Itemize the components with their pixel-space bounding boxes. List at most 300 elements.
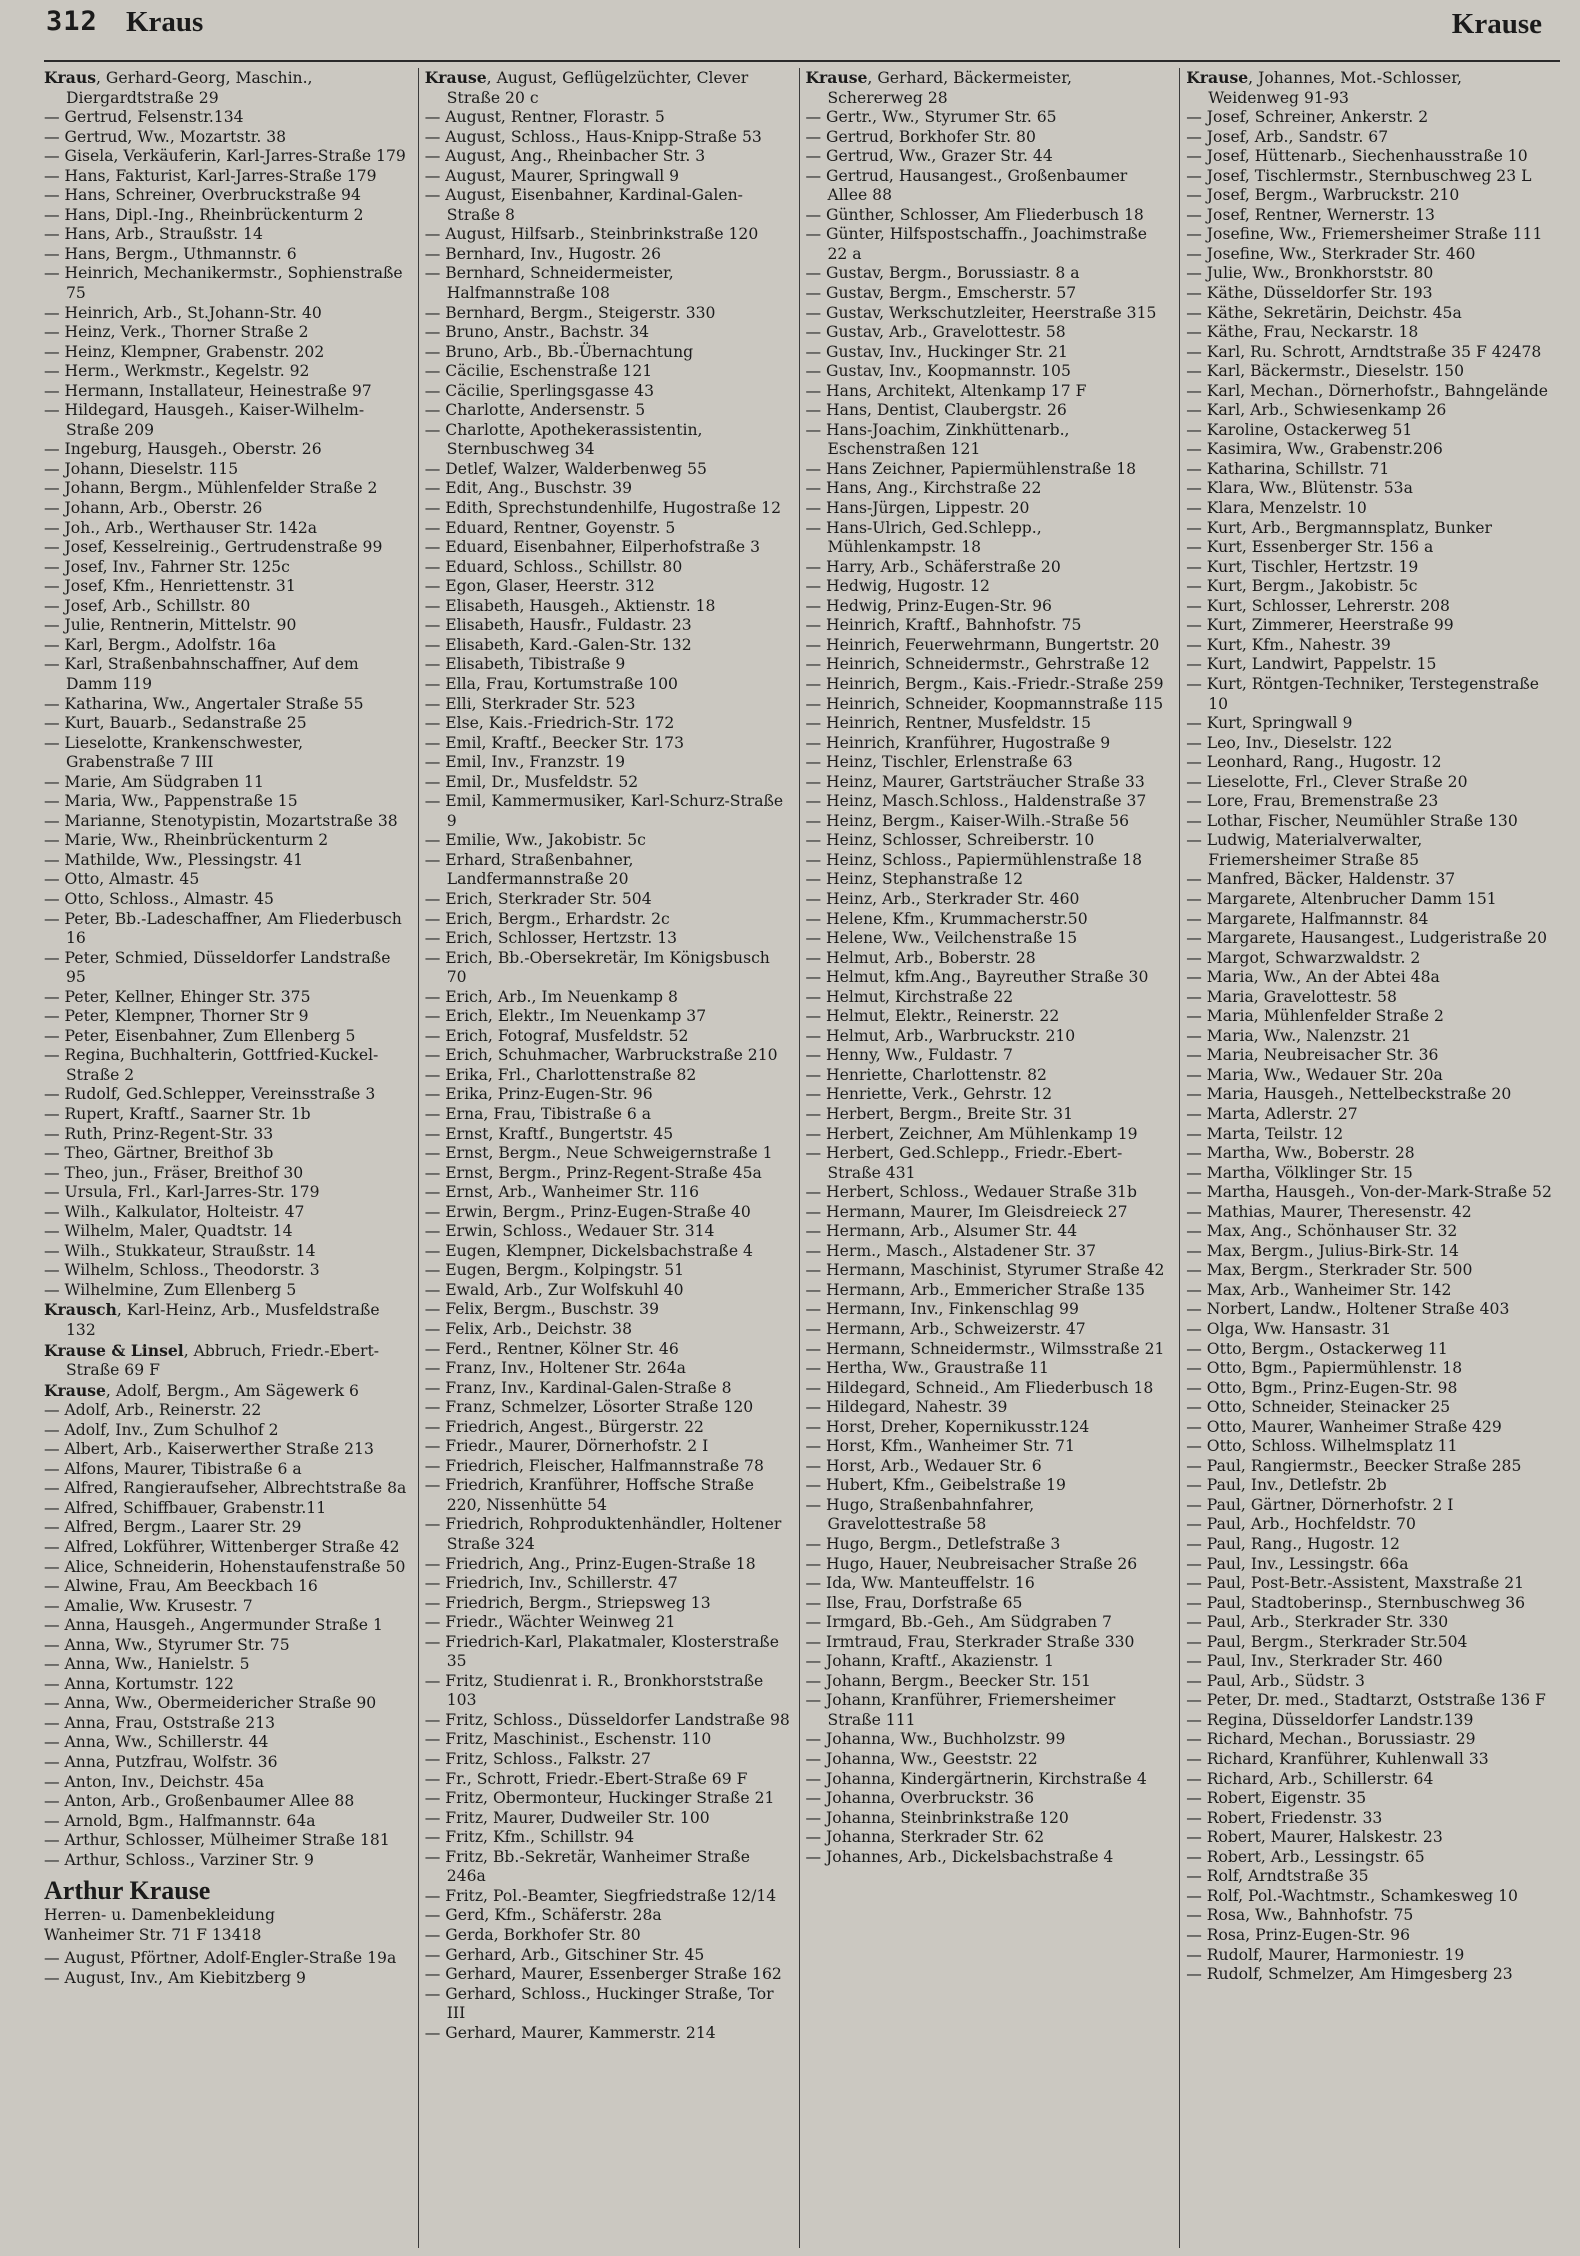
directory-entry: — Hugo, Straßenbahnfahrer, Gravelottestraße 58 [805,1495,1035,1534]
directory-entry: — Fritz, Kfm., Schillstr. 94 [424,1828,635,1847]
directory-entry: — Erich, Arb., Im Neuenkamp 8 [424,987,678,1006]
directory-entry: — Eduard, Rentner, Goyenstr. 5 [424,518,676,537]
directory-entry: — Fritz, Schloss., Düsseldorfer Landstraße 98 [424,1710,790,1729]
directory-entry: — Hans, Dipl.-Ing., Rheinbrückenturm 2 [44,205,364,224]
directory-entry: — Fritz, Maurer, Dudweiler Str. 100 [424,1808,710,1827]
directory-entry: — Johann, Dieselstr. 115 [44,459,239,478]
directory-entry: — Marta, Teilstr. 12 [1186,1124,1344,1143]
directory-entry: — Paul, Gärtner, Dörnerhofstr. 2 I [1186,1495,1454,1514]
directory-entry: — Hermann, Arb., Emmericher Straße 135 [805,1280,1146,1299]
directory-entry: — Paul, Inv., Detlefstr. 2b [1186,1476,1387,1495]
directory-entry: — Rudolf, Ged.Schlepper, Vereinsstraße 3 [44,1085,376,1104]
surname-heading: Krause [44,1380,106,1400]
directory-entry: — Kurt, Kfm., Nahestr. 39 [1186,635,1391,654]
directory-entry: — Herbert, Ged.Schlepp., Friedr.-Ebert-Straße 431 [805,1144,1123,1182]
directory-entry: — Kurt, Bergm., Jakobistr. 5c [1186,577,1418,596]
directory-entry: — Horst, Arb., Wedauer Str. 6 [805,1456,1042,1475]
directory-entry: — Regina, Buchhalterin, Gottfried-Kuckel-Straße 2 [44,1046,379,1084]
directory-entry: — Robert, Maurer, Halskestr. 23 [1186,1828,1443,1847]
directory-entry: — Maria, Ww., Wedauer Str. 20a [1186,1065,1443,1084]
directory-entry: — Franz, Inv., Holtener Str. 264a [424,1359,686,1378]
directory-entry: — Lothar, Fischer, Neumühler Straße 130 [1186,811,1518,830]
directory-entry: — Kurt, Springwall 9 [1186,714,1353,733]
surname-heading: Krause [805,68,868,87]
directory-entry: — Maria, Ww., Nalenzstr. 21 [1186,1026,1412,1045]
directory-entry: — Karl, Bergm., Adolfstr. 16a [44,635,277,654]
directory-entry: — Gustav, Inv., Huckinger Str. 21 [805,342,1068,361]
directory-entry: — Rosa, Ww., Bahnhofstr. 75 [1186,1906,1414,1925]
directory-entry: — Anna, Frau, Oststraße 213 [44,1713,276,1732]
directory-entry: — Kurt, Zimmerer, Heerstraße 99 [1186,616,1454,635]
directory-entry: — Anna, Hausgeh., Angermunder Straße 1 [44,1616,383,1635]
directory-entry: — Erika, Frl., Charlottenstraße 82 [424,1065,697,1084]
directory-entry: — Lieselotte, Frl., Clever Straße 20 [1186,772,1468,791]
directory-entry: — Ernst, Bergm., Neue Schweigernstraße 1 [424,1144,773,1163]
directory-entry: — Horst, Dreher, Kopernikusstr.124 [805,1417,1090,1436]
directory-entry: — Cäcilie, Eschenstraße 121 [424,362,653,381]
directory-entry: — Emil, Kraftf., Beecker Str. 173 [424,733,684,752]
directory-entry: — Friedr., Maurer, Dörnerhofstr. 2 I [424,1437,709,1456]
directory-entry: — Martha, Völklinger Str. 15 [1186,1163,1413,1182]
directory-entry: — Maria, Gravelottestr. 58 [1186,987,1397,1006]
directory-entry: — Friedrich, Fleischer, Halfmannstraße 78 [424,1456,764,1475]
directory-entry: — Otto, Maurer, Wanheimer Straße 429 [1186,1417,1502,1436]
directory-entry: — Hermann, Arb., Alsumer Str. 44 [805,1222,1078,1241]
directory-entry: — Felix, Arb., Deichstr. 38 [424,1320,633,1338]
directory-entry: — Richard, Kranführer, Kuhlenwall 33 [1186,1750,1489,1769]
directory-entry: — Hans, Schreiner, Overbruckstraße 94 [44,186,361,205]
directory-entry: — Arnold, Bgm., Halfmannstr. 64a [44,1811,316,1830]
page-number: 312 [46,6,98,37]
directory-entry: — Günter, Hilfspostschaffn., Joachimstraße 22 a [805,225,1147,263]
directory-entry: — Josef, Schreiner, Ankerstr. 2 [1186,108,1429,127]
directory-entry: — Hermann, Maschinist, Styrumer Straße 42 [805,1261,1165,1280]
directory-entry: — Herbert, Bergm., Breite Str. 31 [805,1104,1073,1123]
directory-entry: — Ruth, Prinz-Regent-Str. 33 [44,1124,274,1143]
surname-heading: Krausch [44,1300,117,1320]
directory-entry: — Johannes, Arb., Dickelsbachstraße 4 [805,1847,1114,1866]
directory-entry: — Bernhard, Bergm., Steigerstr. 330 [424,303,716,322]
directory-entry: — Henny, Ww., Fuldastr. 7 [805,1046,1013,1065]
directory-entry: — Heinz, Verk., Thorner Straße 2 [44,323,309,342]
directory-entry: — Elisabeth, Hausfr., Fuldastr. 23 [424,616,692,635]
directory-entry: — Marta, Adlerstr. 27 [1186,1104,1358,1123]
directory-entry: — Alice, Schneiderin, Hohenstaufenstraße 50 [44,1557,406,1576]
directory-entry: — Paul, Stadtoberinsp., Sternbuschweg 36 [1186,1593,1526,1612]
directory-entry: — Ursula, Frl., Karl-Jarres-Str. 179 [44,1183,320,1202]
directory-entry: — Alfred, Lokführer, Wittenberger Straße 42 [44,1538,400,1557]
directory-entry: — Horst, Kfm., Wanheimer Str. 71 [805,1437,1075,1456]
directory-entry: — Karl, Ru. Schrott, Arndtstraße 35 F 42478 [1186,342,1542,361]
directory-entry: — Hildegard, Schneid., Am Fliederbusch 18 [805,1378,1154,1397]
directory-entry: — Friedrich, Kranführer, Hoffsche Straße 220, Nissenhütte 54 [424,1476,754,1514]
directory-entry: — Gerd, Kfm., Schäferstr. 28a [424,1906,662,1925]
directory-entry: — Anna, Ww., Schillerstr. 44 [44,1733,269,1752]
directory-entry: — Anna, Ww., Styrumer Str. 75 [44,1635,290,1654]
directory-entry: — Helmut, Elektr., Reinerstr. 22 [805,1007,1060,1026]
directory-entry: — Rolf, Arndtstraße 35 [1186,1867,1369,1886]
directory-entry: — Richard, Mechan., Borussiastr. 29 [1186,1730,1476,1749]
directory-entry: — Anna, Ww., Hanielstr. 5 [44,1655,250,1674]
directory-entry: — Otto, Bergm., Ostackerweg 11 [1186,1339,1448,1358]
directory-entry: — Hans, Dentist, Claubergstr. 26 [805,401,1067,420]
directory-entry: — Otto, Bgm., Prinz-Eugen-Str. 98 [1186,1378,1458,1397]
directory-entry: — Erich, Schuhmacher, Warbruckstraße 210 [424,1046,778,1065]
directory-entry: — Max, Arb., Wanheimer Str. 142 [1186,1280,1452,1299]
directory-entry: — Anna, Kortumstr. 122 [44,1674,234,1693]
directory-entry: — Fritz, Schloss., Falkstr. 27 [424,1750,651,1769]
directory-entry: — Peter, Schmied, Düsseldorfer Landstraße 95 [44,948,391,987]
directory-entry: Kraus, Gerhard-Georg, Maschin., Diergardtstraße 29 [44,68,313,107]
directory-entry: — Lore, Frau, Bremenstraße 23 [1186,792,1439,811]
directory-entry: — Gerhard, Arb., Gitschiner Str. 45 [424,1945,705,1964]
directory-entry: — Alwine, Frau, Am Beeckbach 16 [44,1577,318,1596]
directory-entry: — Anton, Inv., Deichstr. 45a [44,1772,265,1791]
directory-columns [44,68,1560,2248]
directory-entry: — Friedr., Wächter Weinweg 21 [424,1613,676,1632]
directory-entry: — Herm., Masch., Alstadener Str. 37 [805,1241,1097,1260]
directory-entry: — Wilhelm, Maler, Quadtstr. 14 [44,1222,293,1241]
directory-entry: — Peter, Dr. med., Stadtarzt, Oststraße 136 F [1186,1691,1546,1710]
directory-entry: — Fritz, Obermonteur, Huckinger Straße 21 [424,1789,775,1808]
directory-entry: — Karoline, Ostackerweg 51 [1186,420,1413,439]
directory-entry: — Hermann, Inv., Finkenschlag 99 [805,1300,1079,1319]
directory-entry: — Martha, Hausgeh., Von-der-Mark-Straße 52 [1186,1183,1552,1202]
directory-entry: — Hildegard, Hausgeh., Kaiser-Wilhelm-Straße 209 [44,401,365,439]
directory-entry: — Bernhard, Schneidermeister, Halfmannstraße 108 [424,264,674,303]
directory-entry: — Ella, Frau, Kortumstraße 100 [424,674,678,693]
directory-entry: — Felix, Bergm., Buschstr. 39 [424,1300,660,1319]
directory-entry: — Kurt, Landwirt, Pappelstr. 15 [1186,655,1437,674]
directory-entry: — Gustav, Werkschutzleiter, Heerstraße 315 [805,303,1157,322]
directory-entry: Krausch, Karl-Heinz, Arb., Musfeldstraße 132 [44,1300,380,1339]
directory-entry: — Josef, Inv., Fahrner Str. 125c [44,557,290,576]
directory-entry: — Elli, Sterkrader Str. 523 [424,694,636,713]
directory-entry: — Irmgard, Bb.-Geh., Am Südgraben 7 [805,1613,1112,1632]
directory-entry: — August, Hilfsarb., Steinbrinkstraße 120 [424,225,759,244]
directory-entry: — Maria, Neubreisacher Str. 36 [1186,1046,1439,1065]
directory-entry: — Elisabeth, Hausgeh., Aktienstr. 18 [424,596,716,615]
directory-entry: — Heinz, Schloss., Papiermühlenstraße 18 [805,850,1143,869]
directory-entry: — Mathilde, Ww., Plessingstr. 41 [44,850,304,869]
directory-entry: — Johanna, Overbruckstr. 36 [805,1789,1035,1808]
directory-entry: — Hertha, Ww., Graustraße 11 [805,1359,1049,1378]
directory-entry: — Hugo, Hauer, Neubreisacher Straße 26 [805,1554,1138,1573]
directory-entry: — Rosa, Prinz-Eugen-Str. 96 [1186,1925,1410,1944]
directory-entry: — Theo, Gärtner, Breithof 3b [44,1144,274,1163]
directory-entry: — Rudolf, Maurer, Harmoniestr. 19 [1186,1945,1465,1964]
directory-entry: — Edith, Sprechstundenhilfe, Hugostraße 12 [424,499,782,518]
directory-entry: — Adolf, Inv., Zum Schulhof 2 [44,1420,279,1439]
directory-entry: — Charlotte, Andersenstr. 5 [424,401,646,420]
directory-entry: — Hans, Fakturist, Karl-Jarres-Straße 179 [44,166,377,185]
directory-entry: — Bernhard, Inv., Hugostr. 26 [424,244,661,263]
directory-entry: — Heinz, Bergm., Kaiser-Wilh.-Straße 56 [805,811,1129,830]
directory-entry: — Kurt, Schlosser, Lehrerstr. 208 [1186,596,1450,615]
directory-entry: — Mathias, Maurer, Theresenstr. 42 [1186,1202,1472,1221]
directory-entry: — Heinz, Klempner, Grabenstr. 202 [44,342,325,361]
directory-entry: — Heinrich, Schneidermstr., Gehrstraße 12 [805,655,1150,674]
directory-entry: — August, Rentner, Florastr. 5 [424,108,665,127]
directory-entry: — August, Ang., Rheinbacher Str. 3 [424,147,706,166]
directory-entry: — Herbert, Zeichner, Am Mühlenkamp 19 [805,1124,1138,1143]
directory-entry: — Heinrich, Arb., St.Johann-Str. 40 [44,303,322,322]
directory-entry: — Emilie, Ww., Jakobistr. 5c [424,831,646,850]
directory-entry: — Karl, Arb., Schwiesenkamp 26 [1186,401,1447,420]
directory-entry: — Heinz, Stephanstraße 12 [805,870,1024,889]
directory-entry: — Peter, Bb.-Ladeschaffner, Am Fliederbusch 16 [44,909,402,948]
directory-entry: — Ingeburg, Hausgeh., Oberstr. 26 [44,440,322,459]
directory-entry: — Theo, jun., Fräser, Breithof 30 [44,1163,304,1182]
directory-entry: — Katharina, Ww., Angertaler Straße 55 [44,694,364,713]
directory-entry: — Heinz, Arb., Sterkrader Str. 460 [805,889,1080,908]
directory-entry: — Josefine, Ww., Friemersheimer Straße 111 [1186,225,1543,244]
directory-entry: — Gerhard, Maurer, Kammerstr. 214 [424,2023,716,2042]
directory-entry: Krause, Adolf, Bergm., Am Sägewerk 6 [44,1380,359,1400]
directory-entry: — August, Maurer, Springwall 9 [424,166,680,185]
directory-entry: — Erich, Bb.-Obersekretär, Im Königsbusch 70 [424,948,770,987]
directory-entry: — Rupert, Kraftf., Saarner Str. 1b [44,1104,311,1123]
directory-entry: — Heinrich, Feuerwehrmann, Bungertstr. 20 [805,635,1160,654]
directory-entry: — Heinz, Tischler, Erlenstraße 63 [805,753,1073,772]
directory-entry: — Paul, Arb., Südstr. 3 [1186,1671,1365,1690]
directory-entry: — Gustav, Bergm., Borussiastr. 8 a [805,264,1080,283]
directory-entry: — Fritz, Maschinist., Eschenstr. 110 [424,1730,712,1749]
directory-entry: — Marie, Am Südgraben 11 [44,772,264,791]
directory-entry: — Heinrich, Schneider, Koopmannstraße 115 [805,694,1164,713]
directory-entry: — Johanna, Steinbrinkstraße 120 [805,1808,1069,1827]
directory-entry: — Erwin, Schloss., Wedauer Str. 314 [424,1222,715,1241]
directory-entry: — Josef, Arb., Schillstr. 80 [44,596,251,615]
directory-entry: — Paul, Arb., Hochfeldstr. 70 [1186,1515,1416,1534]
directory-entry: — Kurt, Essenberger Str. 156 a [1186,538,1434,557]
directory-entry: — Hans Zeichner, Papiermühlenstraße 18 [805,459,1137,478]
directory-entry: — Rolf, Pol.-Wachtmstr., Schamkesweg 10 [1186,1886,1518,1905]
directory-entry: — Johann, Bergm., Mühlenfelder Straße 2 [44,479,378,498]
directory-entry: — Karl, Mechan., Dörnerhofstr., Bahngelände [1186,381,1549,400]
directory-entry: — Max, Bergm., Sterkrader Str. 500 [1186,1261,1473,1280]
advertisement-name: Arthur Krause [44,1876,211,1906]
directory-entry: — Heinz, Maurer, Gartsträucher Straße 33 [805,772,1145,791]
directory-entry: — Kurt, Arb., Bergmannsplatz, Bunker [1186,518,1492,537]
directory-entry: — Ilse, Frau, Dorfstraße 65 [805,1593,1023,1612]
directory-entry: — Fritz, Bb.-Sekretär, Wanheimer Straße 246a [424,1847,750,1886]
directory-entry: — August, Pförtner, Adolf-Engler-Straße 19a [44,1949,397,1968]
directory-entry: — Josefine, Ww., Sterkrader Str. 460 [1186,244,1476,263]
directory-entry: — Manfred, Bäcker, Haldenstr. 37 [1186,870,1456,889]
advertisement-line: Herren- u. Damenbekleidung [44,1906,275,1925]
directory-entry: — Heinrich, Rentner, Musfeldstr. 15 [805,714,1091,733]
directory-entry: — Helmut, Arb., Boberstr. 28 [805,948,1036,967]
directory-entry: — Paul, Arb., Sterkrader Str. 330 [1186,1613,1449,1632]
directory-entry: — Alfred, Bergm., Laarer Str. 29 [44,1518,302,1537]
directory-entry: — Hedwig, Hugostr. 12 [805,577,990,596]
directory-entry: — Hans, Architekt, Altenkamp 17 F [805,381,1087,400]
directory-entry: — Irmtraud, Frau, Sterkrader Straße 330 [805,1632,1135,1651]
directory-entry: — Erich, Bergm., Erhardstr. 2c [424,909,670,928]
directory-column-3 [800,68,1181,2248]
directory-entry: — Erna, Frau, Tibistraße 6 a [424,1104,652,1123]
directory-entry: — Johann, Arb., Oberstr. 26 [44,499,263,518]
directory-entry: — Erich, Fotograf, Musfeldstr. 52 [424,1026,689,1045]
directory-entry: — Helmut, Arb., Warbruckstr. 210 [805,1026,1076,1045]
directory-entry: — Emil, Inv., Franzstr. 19 [424,753,625,772]
directory-entry: — Hildegard, Nahestr. 39 [805,1398,1008,1417]
directory-entry: — Peter, Kellner, Ehinger Str. 375 [44,987,311,1006]
directory-entry: — Robert, Eigenstr. 35 [1186,1789,1367,1808]
directory-entry: — Eugen, Bergm., Kolpingstr. 51 [424,1261,685,1280]
directory-entry: — Erwin, Bergm., Prinz-Eugen-Straße 40 [424,1202,751,1221]
directory-entry: — Charlotte, Apothekerassistentin, Sternbuschweg 34 [424,420,703,459]
directory-entry: — Emil, Dr., Musfeldstr. 52 [424,772,639,791]
directory-entry: — Otto, Bgm., Papiermühlenstr. 18 [1186,1359,1463,1378]
directory-entry: — Hermann, Installateur, Heinestraße 97 [44,381,372,400]
directory-entry: — Erhard, Straßenbahner, Landfermannstraße 20 [424,850,634,889]
directory-entry: — Gerhard, Maurer, Essenberger Straße 162 [424,1965,782,1984]
directory-entry: — Henriette, Charlottenstr. 82 [805,1065,1047,1084]
directory-entry: — Josef, Rentner, Wernerstr. 13 [1186,205,1435,224]
directory-entry: — Hans, Arb., Straußstr. 14 [44,225,263,244]
directory-entry: — Marie, Ww., Rheinbrückenturm 2 [44,831,329,850]
directory-entry: — Gustav, Inv., Koopmannstr. 105 [805,362,1071,381]
directory-entry: — Friedrich, Inv., Schillerstr. 47 [424,1574,678,1593]
directory-entry: — Josef, Tischlermstr., Sternbuschweg 23 L [1186,166,1532,185]
directory-entry: — Ernst, Bergm., Prinz-Regent-Straße 45a [424,1163,762,1182]
directory-entry: — Harry, Arb., Schäferstraße 20 [805,557,1061,576]
directory-entry: — Klara, Ww., Blütenstr. 53a [1186,479,1413,498]
directory-entry: — Kurt, Tischler, Hertzstr. 19 [1186,557,1419,576]
directory-entry: — Herm., Werkmstr., Kegelstr. 92 [44,362,310,381]
directory-entry: — Margarete, Halfmannstr. 84 [1186,909,1429,928]
directory-entry: — August, Schloss., Haus-Knipp-Straße 53 [424,127,762,146]
directory-entry: — Adolf, Arb., Reinerstr. 22 [44,1401,262,1420]
directory-column-2 [419,68,800,2248]
directory-entry: — Ewald, Arb., Zur Wolfskuhl 40 [424,1280,684,1299]
directory-entry: — Leonhard, Rang., Hugostr. 12 [1186,753,1442,772]
directory-entry: — Margarete, Hausangest., Ludgeristraße 20 [1186,929,1548,948]
directory-entry: — Edit, Ang., Buschstr. 39 [424,479,633,498]
directory-entry: — Ferd., Rentner, Kölner Str. 46 [424,1339,679,1358]
directory-entry: — Paul, Inv., Sterkrader Str. 460 [1186,1652,1443,1671]
directory-entry: — Gertrud, Borkhofer Str. 80 [805,127,1036,146]
directory-entry: — Hans, Ang., Kirchstraße 22 [805,479,1042,498]
directory-entry: — Maria, Hausgeh., Nettelbeckstraße 20 [1186,1085,1512,1104]
directory-entry: — Alfred, Schiffbauer, Grabenstr.11 [44,1498,327,1517]
directory-entry: — Erich, Elektr., Im Neuenkamp 37 [424,1007,707,1026]
directory-entry: — Johanna, Kindergärtnerin, Kirchstraße 4 [805,1769,1147,1788]
directory-entry: — Hugo, Bergm., Detlefstraße 3 [805,1535,1061,1554]
directory-entry: — Gustav, Bergm., Emscherstr. 57 [805,284,1077,303]
directory-entry: — Klara, Menzelstr. 10 [1186,499,1367,518]
directory-entry: — Wilhelmine, Zum Ellenberg 5 [44,1280,297,1299]
directory-column-1 [44,68,419,2248]
directory-entry: — Josef, Bergm., Warbruckstr. 210 [1186,186,1460,205]
page-header [44,0,1560,62]
directory-entry: — Paul, Bergm., Sterkrader Str.504 [1186,1632,1468,1651]
directory-entry: — Hans-Ulrich, Ged.Schlepp., Mühlenkampstr. 18 [805,518,1042,557]
directory-entry: — Julie, Rentnerin, Mittelstr. 90 [44,616,297,635]
directory-entry: — Josef, Kfm., Henriettenstr. 31 [44,577,296,596]
directory-entry: — Gerhard, Schloss., Huckinger Straße, Tor III [424,1984,774,2023]
directory-entry: — Kasimira, Ww., Grabenstr.206 [1186,440,1443,459]
directory-entry: — Hermann, Schneidermstr., Wilmsstraße 21 [805,1339,1165,1358]
directory-entry: — Wilh., Stukkateur, Straußstr. 14 [44,1241,316,1260]
directory-entry: — Heinrich, Kranführer, Hugostraße 9 [805,733,1111,752]
directory-entry: — Helene, Ww., Veilchenstraße 15 [805,929,1078,948]
directory-entry: — Heinz, Masch.Schloss., Haldenstraße 37 [805,792,1147,811]
directory-entry: — Anton, Arb., Großenbaumer Allee 88 [44,1792,355,1811]
directory-entry: — Johann, Kraftf., Akazienstr. 1 [805,1652,1054,1671]
directory-entry: — Otto, Almastr. 45 [44,870,200,889]
directory-entry: — Bruno, Arb., Bb.-Übernachtung [424,342,694,361]
directory-entry: — Hermann, Arb., Schweizerstr. 47 [805,1320,1086,1338]
directory-entry: — Johanna, Sterkrader Str. 62 [805,1828,1045,1847]
directory-entry: — Julie, Ww., Bronkhorststr. 80 [1186,264,1434,283]
directory-entry: — Helmut, Kirchstraße 22 [805,987,1014,1006]
directory-entry: — Margot, Schwarzwaldstr. 2 [1186,948,1421,967]
directory-entry: — Friedrich, Rohproduktenhändler, Holtener Straße 324 [424,1515,782,1554]
directory-entry: — Heinz, Schlosser, Schreiberstr. 10 [805,831,1095,850]
directory-entry: — Marianne, Stenotypistin, Mozartstraße 38 [44,811,398,830]
directory-entry: — Arthur, Schlosser, Mülheimer Straße 181 [44,1831,390,1850]
directory-entry: — Margarete, Altenbrucher Damm 151 [1186,889,1497,908]
directory-entry: — Wilhelm, Schloss., Theodorstr. 3 [44,1261,320,1280]
running-head-right: Krause [1451,8,1542,40]
advertisement-entry [44,1870,410,1949]
directory-entry: — Gertrud, Hausangest., Großenbaumer Allee 88 [805,166,1128,205]
directory-entry: — Elisabeth, Kard.-Galen-Str. 132 [424,635,692,654]
directory-entry: — Bruno, Anstr., Bachstr. 34 [424,323,650,342]
directory-entry: — Hubert, Kfm., Geibelstraße 19 [805,1476,1066,1495]
directory-entry: — Rudolf, Schmelzer, Am Himgesberg 23 [1186,1965,1513,1984]
directory-entry: — Herbert, Schloss., Wedauer Straße 31b [805,1183,1137,1202]
directory-entry: — Helmut, kfm.Ang., Bayreuther Straße 30 [805,968,1149,987]
directory-entry: — Paul, Inv., Lessingstr. 66a [1186,1554,1409,1573]
running-head-left: Kraus [126,6,204,38]
directory-entry: — Josef, Kesselreinig., Gertrudenstraße 99 [44,538,383,557]
directory-entry: — Ernst, Arb., Wanheimer Str. 116 [424,1183,699,1202]
directory-entry: — Käthe, Düsseldorfer Str. 193 [1186,284,1433,303]
directory-entry: — Else, Kais.-Friedrich-Str. 172 [424,714,675,733]
directory-entry: — Käthe, Frau, Neckarstr. 18 [1186,323,1419,342]
directory-entry: — Paul, Rang., Hugostr. 12 [1186,1535,1400,1554]
directory-entry: — Hans-Joachim, Zinkhüttenarb., Eschenstraßen 121 [805,420,1070,459]
directory-entry: — Robert, Arb., Lessingstr. 65 [1186,1847,1425,1866]
directory-entry: — Friedrich, Bergm., Striepsweg 13 [424,1593,711,1612]
directory-entry: — Erich, Sterkrader Str. 504 [424,889,652,908]
directory-entry: — Franz, Inv., Kardinal-Galen-Straße 8 [424,1378,732,1397]
directory-entry: — Josef, Hüttenarb., Siechenhausstraße 10 [1186,147,1528,166]
directory-entry: — Joh., Arb., Werthauser Str. 142a [44,518,318,537]
directory-entry: — Katharina, Schillstr. 71 [1186,459,1390,478]
directory-entry: — Wilh., Kalkulator, Holteistr. 47 [44,1202,305,1221]
directory-entry: — Gertrud, Ww., Mozartstr. 38 [44,127,287,146]
directory-entry: — Regina, Düsseldorfer Landstr.139 [1186,1710,1474,1729]
directory-entry: — Käthe, Sekretärin, Deichstr. 45a [1186,303,1462,322]
directory-entry: Krause, Gerhard, Bäckermeister, Schererweg 28 [805,68,1072,107]
directory-entry: — Cäcilie, Sperlingsgasse 43 [424,381,655,400]
directory-entry: — Hans-Jürgen, Lippestr. 20 [805,499,1030,518]
directory-entry: — Günther, Schlosser, Am Fliederbusch 18 [805,205,1144,224]
directory-entry: — Leo, Inv., Dieselstr. 122 [1186,733,1393,752]
directory-entry: — Hedwig, Prinz-Eugen-Str. 96 [805,596,1052,615]
directory-entry: — Alfons, Maurer, Tibistraße 6 a [44,1459,302,1478]
directory-entry: — Erich, Schlosser, Hertzstr. 13 [424,929,678,948]
directory-entry: — Karl, Straßenbahnschaffner, Auf dem Damm 119 [44,655,359,693]
surname-heading: Krause [424,68,487,87]
directory-entry: — Ludwig, Materialverwalter, Friemersheimer Straße 85 [1186,831,1423,869]
directory-entry: Krause, Johannes, Mot.-Schlosser, Weidenweg 91-93 [1186,68,1462,107]
